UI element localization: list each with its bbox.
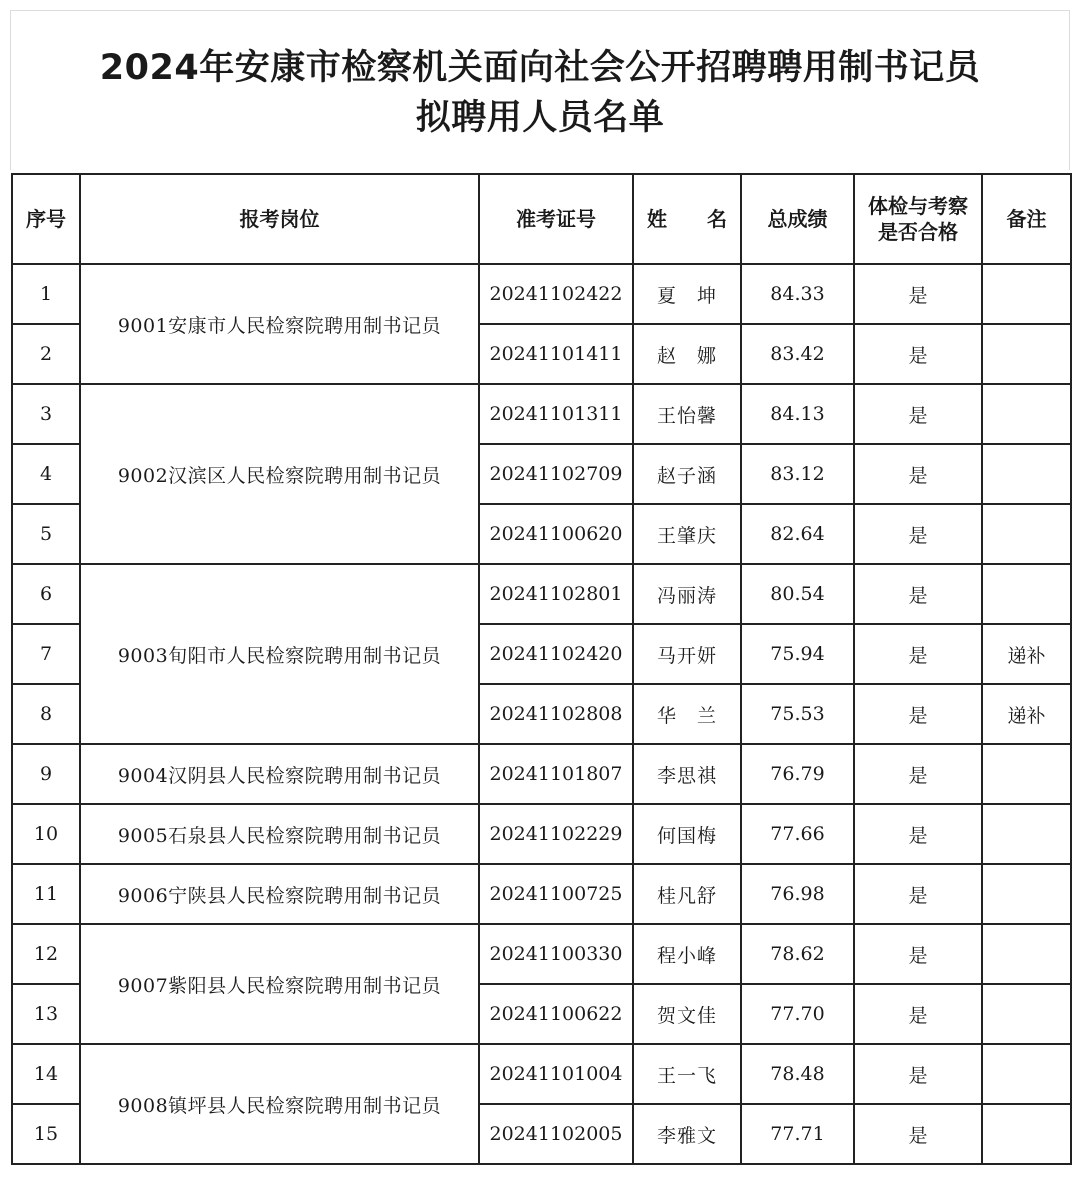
header-score: 总成绩 [741, 174, 854, 264]
cell-remark [982, 264, 1071, 324]
header-qualified-line2: 是否合格 [878, 220, 958, 244]
cell-ticket: 20241102005 [479, 1104, 633, 1164]
cell-no: 2 [12, 324, 80, 384]
cell-score: 84.33 [741, 264, 854, 324]
table-row [12, 864, 1071, 924]
cell-ticket: 20241102709 [479, 444, 633, 504]
cell-qualified: 是 [854, 684, 982, 744]
page-subtitle: 拟聘用人员名单 [415, 98, 665, 138]
cell-no: 4 [12, 444, 80, 504]
cell-no: 15 [12, 1104, 80, 1164]
cell-score: 82.64 [741, 504, 854, 564]
cell-name: 冯丽涛 [633, 564, 741, 624]
cell-position: 9005石泉县人民检察院聘用制书记员 [80, 804, 479, 864]
cell-ticket: 20241101311 [479, 384, 633, 444]
cell-score: 80.54 [741, 564, 854, 624]
table-row [12, 744, 1071, 804]
cell-name: 马开妍 [633, 624, 741, 684]
cell-ticket: 20241102801 [479, 564, 633, 624]
header-position: 报考岗位 [80, 174, 479, 264]
table-row [12, 804, 1071, 864]
header-remark: 备注 [982, 174, 1071, 264]
cell-name: 夏 坤 [633, 264, 741, 324]
cell-remark [982, 444, 1071, 504]
cell-name: 王一飞 [633, 1044, 741, 1104]
header-row [12, 174, 1071, 264]
cell-no: 7 [12, 624, 80, 684]
cell-name: 王怡馨 [633, 384, 741, 444]
cell-qualified: 是 [854, 1104, 982, 1164]
cell-name: 华 兰 [633, 684, 741, 744]
cell-score: 83.42 [741, 324, 854, 384]
cell-no: 3 [12, 384, 80, 444]
cell-ticket: 20241100725 [479, 864, 633, 924]
cell-qualified: 是 [854, 324, 982, 384]
cell-remark [982, 924, 1071, 984]
cell-ticket: 20241102422 [479, 264, 633, 324]
cell-qualified: 是 [854, 984, 982, 1044]
cell-ticket: 20241101411 [479, 324, 633, 384]
cell-no: 8 [12, 684, 80, 744]
candidate-table [11, 173, 1072, 1165]
cell-remark [982, 504, 1071, 564]
cell-score: 76.79 [741, 744, 854, 804]
cell-score: 78.62 [741, 924, 854, 984]
cell-remark [982, 324, 1071, 384]
cell-name: 贺文佳 [633, 984, 741, 1044]
cell-remark [982, 1044, 1071, 1104]
cell-remark [982, 1104, 1071, 1164]
cell-no: 12 [12, 924, 80, 984]
cell-name: 桂凡舒 [633, 864, 741, 924]
cell-position: 9002汉滨区人民检察院聘用制书记员 [80, 384, 479, 564]
cell-remark [982, 744, 1071, 804]
cell-qualified: 是 [854, 384, 982, 444]
cell-position: 9008镇坪县人民检察院聘用制书记员 [80, 1044, 479, 1164]
cell-ticket: 20241102808 [479, 684, 633, 744]
cell-no: 14 [12, 1044, 80, 1104]
header-name: 姓 名 [633, 174, 741, 264]
cell-ticket: 20241100620 [479, 504, 633, 564]
cell-qualified: 是 [854, 564, 982, 624]
table-row [12, 1044, 1071, 1104]
cell-qualified: 是 [854, 744, 982, 804]
cell-qualified: 是 [854, 804, 982, 864]
cell-score: 75.94 [741, 624, 854, 684]
cell-remark: 递补 [982, 684, 1071, 744]
cell-score: 83.12 [741, 444, 854, 504]
cell-name: 程小峰 [633, 924, 741, 984]
header-ticket: 准考证号 [479, 174, 633, 264]
cell-score: 77.70 [741, 984, 854, 1044]
cell-qualified: 是 [854, 1044, 982, 1104]
cell-ticket: 20241102420 [479, 624, 633, 684]
cell-position: 9003旬阳市人民检察院聘用制书记员 [80, 564, 479, 744]
cell-name: 何国梅 [633, 804, 741, 864]
cell-qualified: 是 [854, 444, 982, 504]
cell-score: 75.53 [741, 684, 854, 744]
cell-ticket: 20241101807 [479, 744, 633, 804]
cell-ticket: 20241100622 [479, 984, 633, 1044]
cell-qualified: 是 [854, 264, 982, 324]
cell-no: 11 [12, 864, 80, 924]
cell-position: 9004汉阴县人民检察院聘用制书记员 [80, 744, 479, 804]
cell-qualified: 是 [854, 864, 982, 924]
cell-no: 5 [12, 504, 80, 564]
cell-score: 78.48 [741, 1044, 854, 1104]
cell-remark [982, 564, 1071, 624]
cell-score: 77.71 [741, 1104, 854, 1164]
cell-qualified: 是 [854, 624, 982, 684]
cell-name: 李雅文 [633, 1104, 741, 1164]
cell-ticket: 20241101004 [479, 1044, 633, 1104]
header-qualified [854, 174, 982, 264]
cell-remark [982, 984, 1071, 1044]
cell-ticket: 20241102229 [479, 804, 633, 864]
header-qualified-line1: 体检与考察 [868, 194, 968, 218]
cell-no: 13 [12, 984, 80, 1044]
cell-no: 10 [12, 804, 80, 864]
table-row [12, 384, 1071, 444]
cell-ticket: 20241100330 [479, 924, 633, 984]
header-no: 序号 [12, 174, 80, 264]
cell-name: 李思祺 [633, 744, 741, 804]
cell-position: 9006宁陕县人民检察院聘用制书记员 [80, 864, 479, 924]
cell-remark [982, 384, 1071, 444]
table-row [12, 264, 1071, 324]
cell-qualified: 是 [854, 924, 982, 984]
cell-no: 1 [12, 264, 80, 324]
cell-name: 赵子涵 [633, 444, 741, 504]
table-row [12, 924, 1071, 984]
cell-position: 9001安康市人民检察院聘用制书记员 [80, 264, 479, 384]
cell-remark: 递补 [982, 624, 1071, 684]
cell-position: 9007紫阳县人民检察院聘用制书记员 [80, 924, 479, 1044]
cell-name: 王肇庆 [633, 504, 741, 564]
cell-name: 赵 娜 [633, 324, 741, 384]
cell-remark [982, 804, 1071, 864]
cell-no: 9 [12, 744, 80, 804]
cell-qualified: 是 [854, 504, 982, 564]
cell-score: 77.66 [741, 804, 854, 864]
cell-score: 76.98 [741, 864, 854, 924]
page-title: 2024年安康市检察机关面向社会公开招聘聘用制书记员 [99, 48, 981, 88]
cell-score: 84.13 [741, 384, 854, 444]
table-row [12, 564, 1071, 624]
cell-no: 6 [12, 564, 80, 624]
cell-remark [982, 864, 1071, 924]
